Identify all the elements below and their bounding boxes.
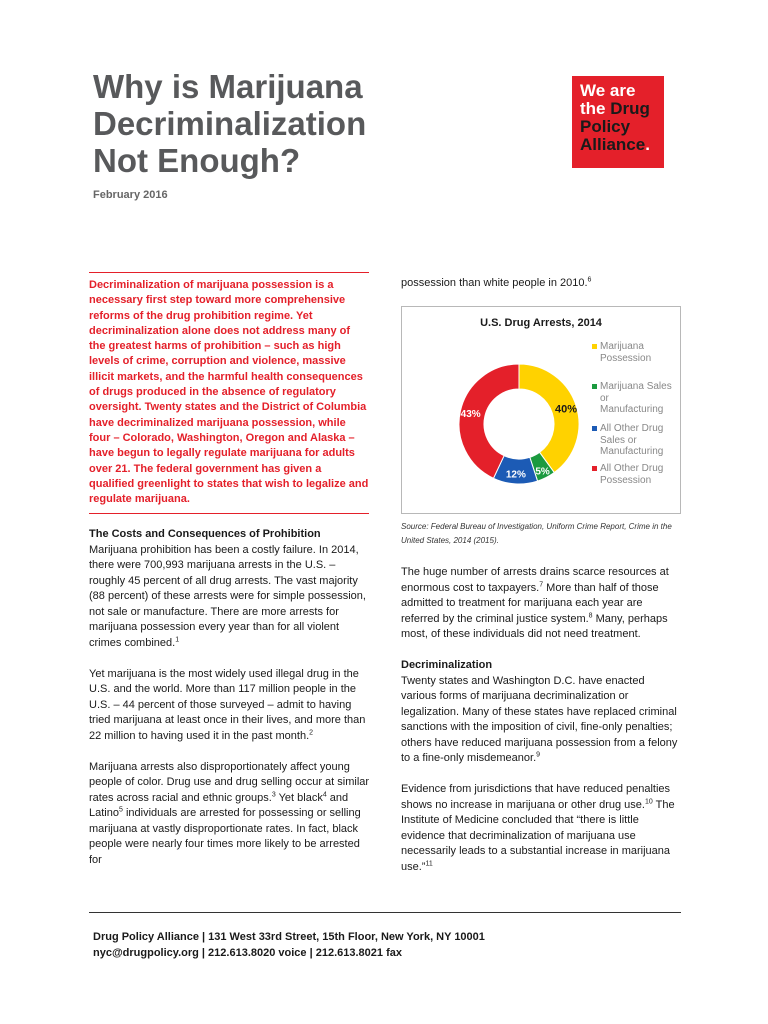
chart-title: U.S. Drug Arrests, 2014	[480, 317, 602, 329]
paragraph-decrim-2: Evidence from jurisdictions that have reduced penalties shows no increase in marijuana or other drug use.$^{10}$ The Institute of Medicine concluded that “there is little evidence that decriminalization of marijuana use necessarily leads to a substantial increase in marijuana use.”$^{11}$	[401, 783, 675, 873]
legend-label-4: All Other Drug Possession	[600, 463, 664, 486]
paragraph-costs-4: The huge number of arrests drains scarce resources at enormous cost to taxpayers.$^7$ More than half of those admitted to treatment for marijuana each year are referred by the criminal justice system.$^8$ Many, perhaps most, of these individuals did not need treatment.	[401, 566, 669, 640]
right-column	[401, 565, 683, 891]
paragraph-costs-2: Yet marijuana is the most widely used illegal drug in the U.S. and the world. More than 117 million people in the U.S. – 44 percent of those surveyed – admit to having tried marijuana at least once in their lives, and more than 22 million to having used it in the past month.$^2$	[89, 667, 366, 742]
footer-contact	[93, 929, 693, 961]
logo-line-1: We are	[580, 81, 636, 100]
paragraph-costs-1: Marijuana prohibition has been a costly failure. In 2014, there were 700,993 marijuana arrests in the U.S. – roughly 45 percent of all drug arrests. The vast majority (88 percent) of these arrests were for simple possession, not sale or manufacture. There are more arrests for marijuana possession every year than for all violent crimes combined.$^1$	[89, 543, 366, 649]
document-date: February 2016	[93, 189, 168, 201]
paragraph-decrim-1: Twenty states and Washington D.C. have enacted various forms of marijuana decriminalization or legalization. Many of these states have replaced criminal sanctions with the imposition of civil, fine-only penalties; others have reduced marijuana possession from a felony to a fine-only misdemeanor.$^9$	[401, 674, 678, 764]
logo-line-2: the Drug	[580, 99, 650, 118]
footnote-ref: 1	[175, 635, 180, 643]
footnote-ref: 2	[309, 728, 314, 736]
donut-slice-1	[519, 364, 579, 473]
legend-swatch-4	[592, 466, 597, 471]
left-column	[89, 527, 371, 884]
footer-phone-email: nyc@drugpolicy.org | 212.613.8020 voice | 212.613.8021 fax	[93, 947, 402, 959]
donut-label-1: 40%	[555, 403, 578, 416]
legend-swatch-2	[592, 384, 597, 389]
logo-line-3: Policy	[580, 117, 631, 136]
legend-swatch-3	[592, 426, 597, 431]
legend-label-1: Marijuana Possession	[600, 341, 652, 364]
donut-label-4: 43%	[460, 409, 481, 421]
chart-source: Source: Federal Bureau of Investigation, Uniform Crime Report, Crime in the United States, 2014 (2015).	[401, 522, 672, 545]
donut-label-3: 12%	[505, 469, 526, 481]
drug-arrests-chart	[401, 306, 681, 514]
donut-label-2: 5%	[535, 466, 550, 478]
legend-label-3: All Other Drug Sales or Manufacturing	[600, 423, 664, 457]
dpa-logo	[572, 76, 664, 168]
right-column-continued: possession than white people in 2010.$^6$	[401, 276, 592, 289]
legend-swatch-1	[592, 344, 597, 349]
summary-callout: Decriminalization of marijuana possession is a necessary first step toward more comprehensive reforms of the drug prohibition regime. Yet decriminalization alone does not address many of the greatest harms of prohibition – such as high levels of crime, corruption and violence, massive illicit markets, and the harmful health consequences of drugs produced in the absence of regulatory oversight. Twenty states and the District of Columbia have decriminalized marijuana possession, while four – Colorado, Washington, Oregon and Alaska – have begun to legally regulate marijuana for adults over 21. The federal government has given a qualified greenlight to states that wish to legalize and regulate marijuana.	[89, 272, 369, 514]
footer-divider	[89, 912, 681, 913]
footer-address: Drug Policy Alliance | 131 West 33rd Street, 15th Floor, New York, NY 10001	[93, 931, 485, 943]
logo-line-4: Alliance.	[580, 135, 650, 154]
document-title: Why is Marijuana Decriminalization Not Enough?	[93, 68, 367, 179]
section-heading-decriminalization: Decriminalization	[401, 659, 493, 671]
section-heading-costs: The Costs and Consequences of Prohibition	[89, 528, 321, 540]
paragraph-costs-3: Marijuana arrests also disproportionately affect young people of color. Drug use and drug selling occur at similar rates across racial and ethnic groups.$^3$ Yet black$^4$ and Latino$^5$ individuals are arrested for possessing or selling marijuana at vastly disproportionate rates. In fact, black people were nearly four times more likely to be arrested for	[89, 760, 370, 866]
legend-label-2: Marijuana Sales or Manufacturing	[600, 381, 672, 415]
